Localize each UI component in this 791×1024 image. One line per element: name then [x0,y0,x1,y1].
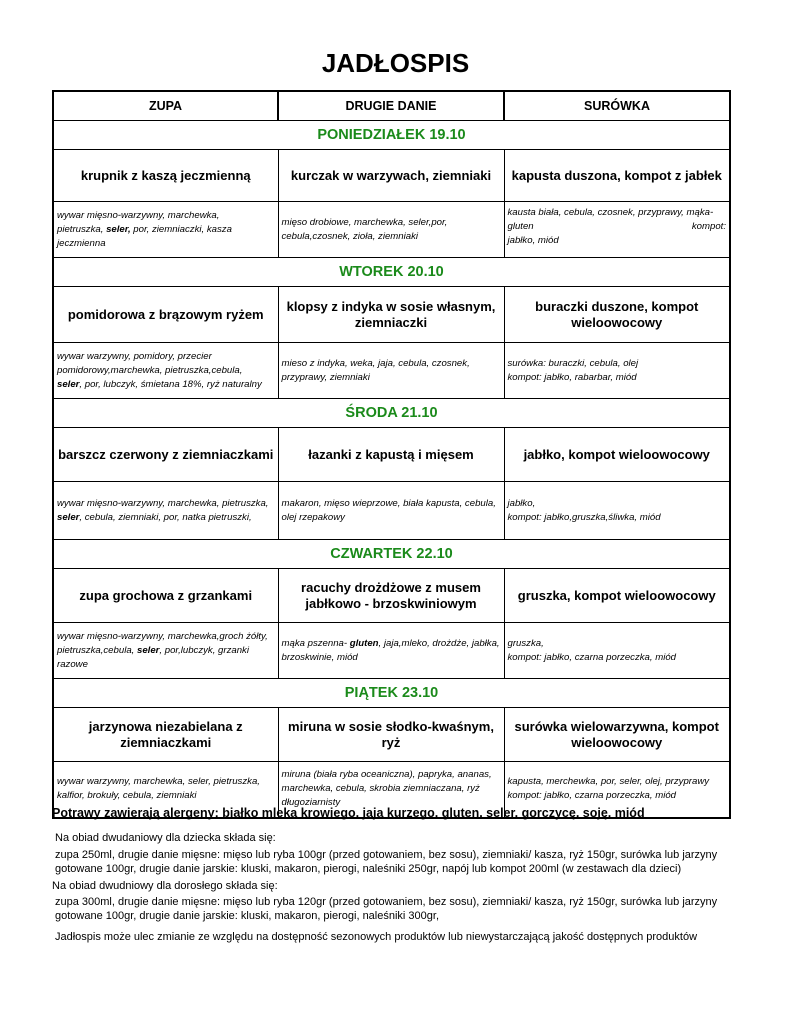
salad-ingredients: kapusta, merchewka, por, seler, olej, przyprawy kompot: jabłko, czarna porzeczka, miód [504,762,730,818]
dish-row [53,150,730,202]
main-dish: kurczak w warzywach, ziemniaki [278,150,504,202]
main-ingredients: mąka pszenna- gluten, jaja,mleko, drożdże, jabłka, brzoskwinie, miód [278,623,504,679]
main-ingredients: makaron, mięso wieprzowe, biała kapusta, cebula, olej rzepakowy [278,482,504,540]
dish-row [53,569,730,623]
salad-dish: surówka wielowarzywna, kompot wieloowocowy [504,708,730,762]
header-row [53,91,730,121]
adult-heading: Na obiad dwudniowy dla dorosłego składa się: [52,880,278,892]
soup-ingredients: wywar mięsno-warzywny, marchewka, pietruszka, seler, cebula, ziemniaki, por, natka pietruszki, [53,482,278,540]
main-ingredients: mięso drobiowe, marchewka, seler,por, cebula,czosnek, zioła, ziemniaki [278,202,504,258]
main-dish: racuchy drożdżowe z musem jabłkowo - brzoskwiniowym [278,569,504,623]
adult-text: zupa 300ml, drugie danie mięsne: mięso lub ryba 120gr (przed gotowaniem, bez sosu), ziemniaki/ kasza, ryż 150gr, surówka lub jarzyny gotowane 100gr, drugie danie jarskie: kluski, makaron, pierogi, naleśniki 300gr, [55,896,718,922]
soup-dish: barszcz czerwony z ziemniaczkami [53,428,278,482]
child-heading: Na obiad dwudaniowy dla dziecka składa się: [55,832,276,844]
day-title: PONIEDZIAŁEK 19.10 [53,121,730,150]
day-row-friday [53,679,730,708]
page-title: JADŁOSPIS [321,48,470,78]
day-title: WTOREK 20.10 [53,258,730,287]
day-row-wednesday [53,399,730,428]
day-title: CZWARTEK 22.10 [53,540,730,569]
header-surowka: SURÓWKA [504,91,730,121]
main-dish: klopsy z indyka w sosie własnym, ziemniaczki [278,287,504,343]
day-title: ŚRODA 21.10 [53,399,730,428]
salad-ingredients: jabłko, kompot: jabłko,gruszka,śliwka, miód [504,482,730,540]
salad-ingredients: surówka: buraczki, cebula, olej kompot: jabłko, rabarbar, miód [504,343,730,399]
salad-ingredients: gruszka, kompot: jabłko, czarna porzeczka, miód [504,623,730,679]
soup-dish: pomidorowa z brązowym ryżem [53,287,278,343]
day-title: PIĄTEK 23.10 [53,679,730,708]
child-text: zupa 250ml, drugie danie mięsne: mięso lub ryba 100gr (przed gotowaniem, bez sosu), ziemniaki/ kasza, ryż 150gr, surówka lub jarzyny gotowane 100gr, drugie danie jarskie: kluski, makaron, pierogi, naleśniki 250gr, napój lub kompot 200ml (w zestawach dla dzieci) [55,849,718,875]
main-ingredients: mieso z indyka, weka, jaja, cebula, czosnek, przyprawy, ziemniaki [278,343,504,399]
header-zupa: ZUPA [53,91,278,121]
day-row-thursday [53,540,730,569]
main-ingredients: miruna (biała ryba oceaniczna), papryka, ananas, marchewka, cebula, skrobia ziemniaczana, ryż długoziarnisty [278,762,504,818]
soup-ingredients: wywar mięsno-warzywny, marchewka, pietruszka, seler, por, ziemniaczki, kasza jeczmienna [53,202,278,258]
allergen-note: Potrawy zawierają alergeny: białko mleka krowiego, jaja kurzego, gluten, seler, gorczycę, soję, miód [52,806,645,820]
salad-dish: jabłko, kompot wieloowocowy [504,428,730,482]
header-drugie-danie: DRUGIE DANIE [278,91,504,121]
menu-table [52,90,731,819]
dish-row [53,708,730,762]
disclaimer: Jadłospis może ulec zmianie ze względu na dostępność sezonowych produktów lub niewystarczającą jakość dostępnych produktów [55,931,698,943]
soup-ingredients: wywar warzywny, pomidory, przecier pomidorowy,marchewka, pietruszka,cebula, seler, por, lubczyk, śmietana 18%, ryż naturalny [53,343,278,399]
salad-dish: gruszka, kompot wieloowocowy [504,569,730,623]
ingredients-row [53,623,730,679]
ingredients-row [53,343,730,399]
day-row-tuesday [53,258,730,287]
ingredients-row [53,482,730,540]
main-dish: łazanki z kapustą i mięsem [278,428,504,482]
soup-ingredients: wywar warzywny, marchewka, seler, pietruszka, kalfior, brokuły, cebula, ziemniaki [53,762,278,818]
main-dish: miruna w sosie słodko-kwaśnym, ryż [278,708,504,762]
soup-dish: krupnik z kaszą jeczmienną [53,150,278,202]
dish-row [53,428,730,482]
soup-dish: zupa grochowa z grzankami [53,569,278,623]
ingredients-row [53,202,730,258]
salad-dish: kapusta duszona, kompot z jabłek [504,150,730,202]
salad-ingredients: kausta biała, cebula, czosnek, przyprawy, mąka- gluten kompot: jabłko, miód [504,202,730,258]
soup-dish: jarzynowa niezabielana z ziemniaczkami [53,708,278,762]
soup-ingredients: wywar mięsno-warzywny, marchewka,groch żółty, pietruszka,cebula, seler, por,lubczyk, grzanki razowe [53,623,278,679]
day-row-monday [53,121,730,150]
dish-row [53,287,730,343]
salad-dish: buraczki duszone, kompot wieloowocowy [504,287,730,343]
